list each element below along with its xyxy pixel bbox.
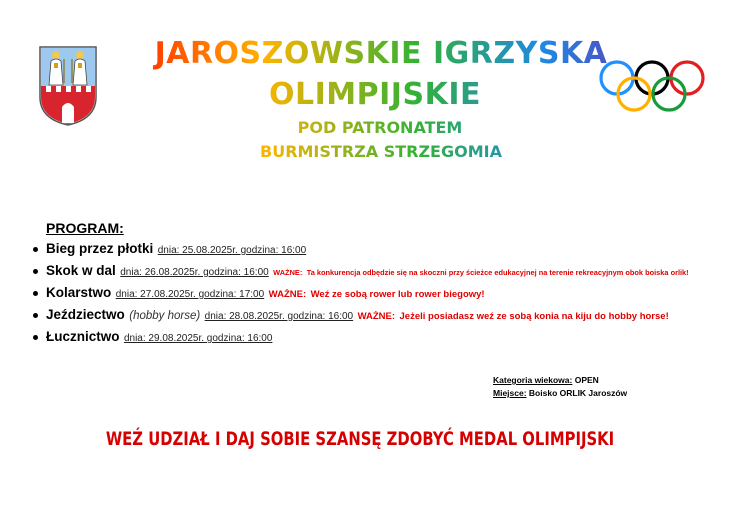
program-list — [30, 238, 689, 348]
event-date: dnia: 28.08.2025r. godzina: 16:00 — [204, 311, 354, 322]
age-category — [493, 375, 599, 385]
program-item — [30, 282, 689, 304]
program-item — [30, 326, 689, 348]
event-place — [493, 388, 627, 398]
event-name: Bieg przez płotki — [46, 241, 154, 256]
event-date: dnia: 26.08.2025r. godzina: 16:00 — [120, 267, 269, 278]
place-label: Miejsce: — [493, 388, 527, 398]
event-name: Jeździectwo — [46, 307, 125, 322]
program-item — [30, 304, 689, 326]
call-to-action: WEŹ UDZIAŁ I DAJ SOBIE SZANSĘ ZDOBYĆ MEDAL OLIMPIJSKI — [105, 428, 615, 450]
event-date: dnia: 27.08.2025r. godzina: 17:00 — [115, 289, 265, 300]
program-heading: PROGRAM: — [46, 220, 124, 236]
event-date: dnia: 25.08.2025r. godzina: 16:00 — [157, 245, 307, 256]
event-note: Jeżeli posiadasz weź ze sobą konia na kiju do hobby horse! — [399, 311, 669, 322]
event-name: Skok w dal — [46, 263, 116, 278]
title-line-2: OLIMPIJSKIE — [0, 77, 750, 112]
event-note: Weź ze sobą rower lub rower biegowy! — [310, 289, 485, 300]
event-note-label: WAŻNE: — [273, 268, 303, 277]
age-label: Kategoria wiekowa: — [493, 375, 573, 385]
event-name: Kolarstwo — [46, 285, 112, 300]
event-note: Ta konkurencja odbędzie się na skoczni przy ścieżce edukacyjnej na terenie rekreacyjnym obok boiska orlik! — [306, 268, 689, 277]
event-name: Łucznictwo — [46, 329, 120, 344]
event-extra: (hobby horse) — [129, 310, 201, 322]
subtitle-line-1: POD PATRONATEM — [0, 118, 750, 137]
event-date: dnia: 29.08.2025r. godzina: 16:00 — [123, 333, 273, 344]
subtitle-line-2: BURMISTRZA STRZEGOMIA — [0, 142, 750, 161]
program-item — [30, 238, 689, 260]
age-value: OPEN — [574, 375, 599, 385]
event-note-label: WAŻNE: — [268, 289, 307, 300]
event-note-label: WAŻNE: — [357, 311, 396, 322]
program-item — [30, 260, 689, 282]
title-line-1: JAROSZOWSKIE IGRZYSKA — [0, 36, 750, 71]
place-value: Boisko ORLIK Jaroszów — [528, 388, 628, 398]
